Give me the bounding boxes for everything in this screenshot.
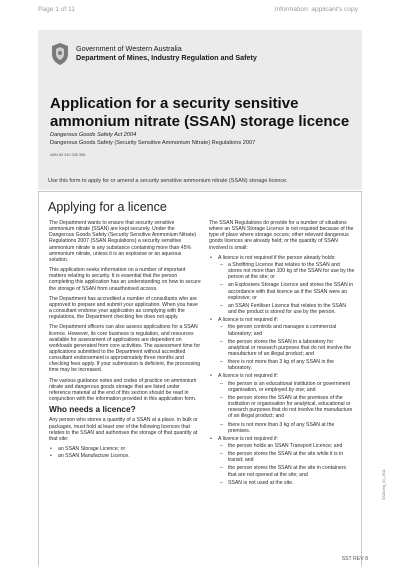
sub-list [218,443,355,486]
applying-panel [38,191,362,566]
sub-item: – a Shotfiring Licence that relates to the SSAN and stores not more than 100 kg of the SSAN for use by the person at the site; or [218,262,355,280]
sub-item: – there is not more than 3 kg of any SSAN in the laboratory. [218,359,355,371]
paragraph: Any person who stores a quantity of a SSAN at a place, in bulk or packages, must hold at least one of the following licences that relates to the SSAN and authorises the storage of that quantity at that site: [49,417,198,442]
sub-item: – an Explosives Storage Licence and stores the SSAN in accordance with that licence as if the SSAN were an explosive; or [218,282,355,300]
crest-icon [50,42,70,66]
act-1: Dangerous Goods Safety Act 2004 [50,132,137,138]
form-header [38,30,362,190]
paragraph: The SSAN Regulations do provide for a number of situations where an SSAN Storage Licence is not required because of the type of place where storage occurs; other relevant dangerous goods licences are already held; or the quantity of SSAN involved is small: [209,220,354,251]
sub-list [218,262,355,315]
sub-item: – the person stores the SSAN at the site while it is in transit; and [218,451,355,463]
govt-line-2: Department of Mines, Industry Regulation and Safety [76,52,257,62]
paragraph: The Department wants to ensure that security sensitive ammonium nitrate (SSAN) are kept securely. Under the Dangerous Goods Safety (Security Sensitive Ammonium Nitrate) Regulations 2007 (SSAN Regulations) a security sensitive ammonium nitrate is any substance containing more than 45% ammonium nitrate, unless it is an explosive or an aqueous solution. [49,220,197,263]
right-column [209,220,355,488]
sub-item: – the person stores the SSAN in a laboratory for analytical or research purposes that do not involve the manufacture of an illegal product; and [218,339,355,357]
intro-text: Use this form to apply for or amend a security sensitive ammonium nitrate (SSAN) storage licence. [48,178,288,184]
list-item: • an SSAN Storage Licence; or [49,446,201,452]
panel-heading: Applying for a licence [48,200,167,214]
bullet-text: A licence is not required if: [218,317,279,324]
sub-item: – there is not more than 3 kg of any SSAN at the premises. [218,422,355,434]
bullet-text: A licence is not required if: [218,435,279,442]
licence-list [49,446,201,459]
sub-item: – the person stores the SSAN at the premises of the institution or organisation for analytical, educational or research purposes that do not involve the manufacture of an illegal product; and [218,395,355,420]
sub-item: – an SSAN Fertiliser Licence that relates to the SSAN and the product is stored for use by the person. [218,303,355,315]
paragraph: The Department officers can also assess applications for a SSAN licence. However, its core business is regulation, and resources available for assessment of applications are dependent on workloads generated from core activities. The assessment time for applications submitted to the Department without accredited consultant endorsement is approximately three months and checking fees apply. If your submission is deficient, the processing time may be increased. [49,324,201,374]
bullet-text: A licence is not required if the person already holds: [218,254,336,261]
list-item: • an SSAN Manufacture Licence. [49,453,201,459]
abn: ABN 69 410 335 356 [50,153,86,157]
list-item [209,255,355,315]
left-column [49,220,201,460]
paragraph: This application seeks information on a number of important matters relating to security. It is essential that the person completing this application has an understanding on how to secure the storage of SSAN from unauthorised access. [49,267,201,292]
sub-item: – the person stores the SSAN at the site in containers that are not opened at the site; and [218,465,355,477]
side-code: SSANreg_01_2011 [382,469,386,500]
government-name [76,45,257,62]
bullet-text: A licence is not required if: [218,373,279,380]
act-2: Dangerous Goods Safety (Security Sensitive Ammonium Nitrate) Regulations 2007 [50,139,256,146]
list-item [209,436,355,486]
copy-info: Information: applicant's copy [274,6,358,13]
form-code: SST REV 8 [341,556,368,562]
sub-list [218,324,355,371]
sub-list [218,381,355,434]
page-number: Page 1 of 11 [38,6,75,13]
govt-line-1: Government of Western Australia [76,44,182,53]
sub-item: – the person is an educational institution or government organisation, or employed by one; and [218,381,355,393]
who-needs-heading: Who needs a licence? [49,404,136,415]
sub-item: – the person controls and manages a commercial laboratory; and [218,324,355,336]
list-item [209,317,355,371]
paragraph: The various guidance notes and codes of practice on ammonium nitrate and dangerous goods storage that are listed under reference material at the end of this section should be read in conjunction with the information provided in this application form. [49,377,197,403]
sub-item: – the person holds an SSAN Transport Licence; and [218,443,355,449]
sub-item: – SSAN is not used at the site. [218,480,355,486]
top-bar [0,0,400,20]
paragraph: The Department has accredited a number of consultants who are approved to prepare and submit your application. When you have a consultant endorse your application as complying with the regulations, the Department checking fee does not apply. [49,295,198,321]
list-item [209,373,355,433]
page-title: Application for a security sensitive ammonium nitrate (SSAN) storage licence [50,95,350,130]
acts [50,132,255,147]
exemption-list [209,255,355,486]
